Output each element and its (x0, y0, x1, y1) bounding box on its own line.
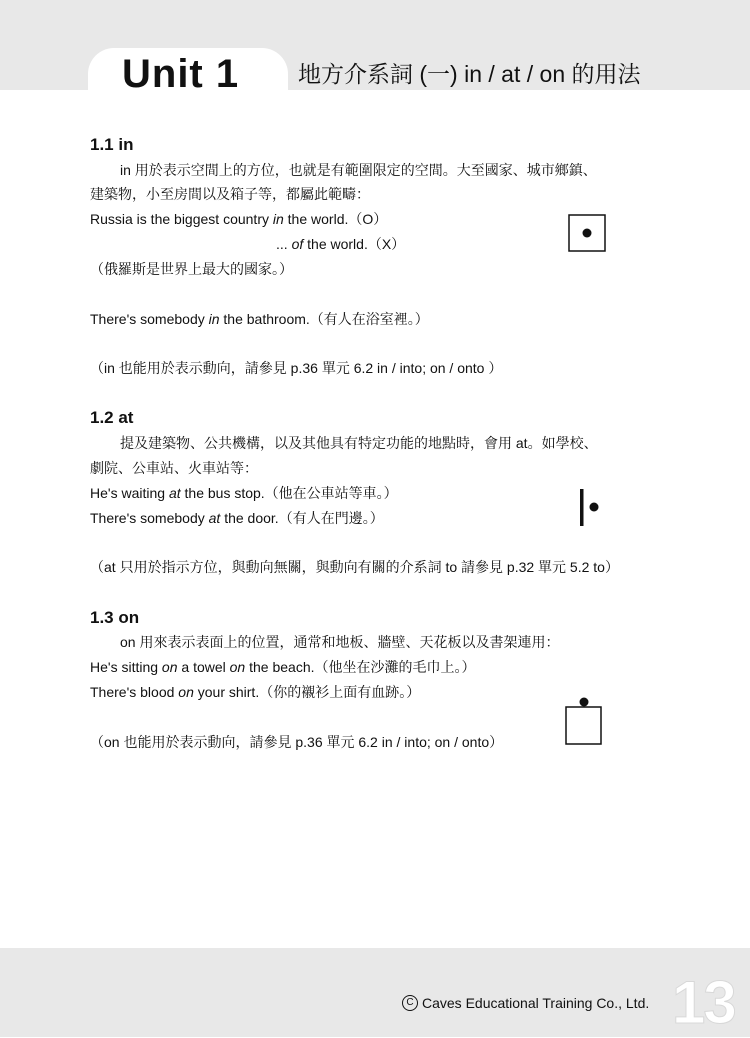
on-example-2: There's blood on your shirt.（你的襯衫上面有血跡。） (90, 684, 421, 700)
on-diagram-icon (564, 694, 604, 748)
on-intro-line-1: on 用來表示表面上的位置，通常和地板、牆壁、天花板以及書架連用： (120, 634, 560, 650)
page-number: 13 (672, 969, 735, 1036)
copyright-icon: C (402, 995, 418, 1011)
in-diagram-icon (568, 214, 608, 254)
at-example-1: He's waiting at the bus stop.（他在公車站等車。） (90, 485, 398, 501)
on-note: （on 也能用於表示動向，請參見 p.36 單元 6.2 in / into; on / onto） (90, 734, 504, 750)
at-intro-line-1: 提及建築物、公共機構，以及其他具有特定功能的地點時，會用 at。如學校、 (120, 435, 598, 451)
on-example-1: He's sitting on a towel on the beach.（他坐在沙灘的毛巾上。） (90, 659, 476, 675)
in-example-1-wrong: ... of the world.（X） (276, 236, 406, 252)
at-intro-line-2: 劇院、公車站、火車站等： (90, 460, 258, 476)
section-heading-in: 1.1 in (90, 135, 134, 154)
in-note: （in 也能用於表示動向，請參見 p.36 單元 6.2 in / into; on / onto ） (90, 360, 503, 376)
section-heading-on: 1.3 on (90, 608, 140, 627)
in-intro-line-1: in 用於表示空間上的方位，也就是有範圍限定的空間。大至國家、城市鄉鎮、 (120, 162, 597, 178)
in-intro-line-2: 建築物，小至房間以及箱子等，都屬此範疇： (90, 186, 370, 202)
at-example-2: There's somebody at the door.（有人在門邊。） (90, 510, 384, 526)
copyright (402, 993, 649, 1013)
unit-subtitle: 地方介系詞 (一) in / at / on 的用法 (298, 61, 641, 87)
at-note: （at 只用於指示方位，與動向無關，與動向有關的介系詞 to 請參見 p.32 單元 5.2 to） (90, 559, 619, 575)
in-example-1: Russia is the biggest country in the world.（O） (90, 211, 388, 227)
in-example-2: There's somebody in the bathroom.（有人在浴室裡。） (90, 311, 429, 327)
section-heading-at: 1.2 at (90, 408, 134, 427)
copyright-text: Caves Educational Training Co., Ltd. (422, 995, 650, 1011)
unit-title: Unit 1 (122, 52, 240, 96)
at-diagram-icon (578, 488, 604, 528)
in-example-1-translation: （俄羅斯是世界上最大的國家。） (90, 261, 293, 277)
